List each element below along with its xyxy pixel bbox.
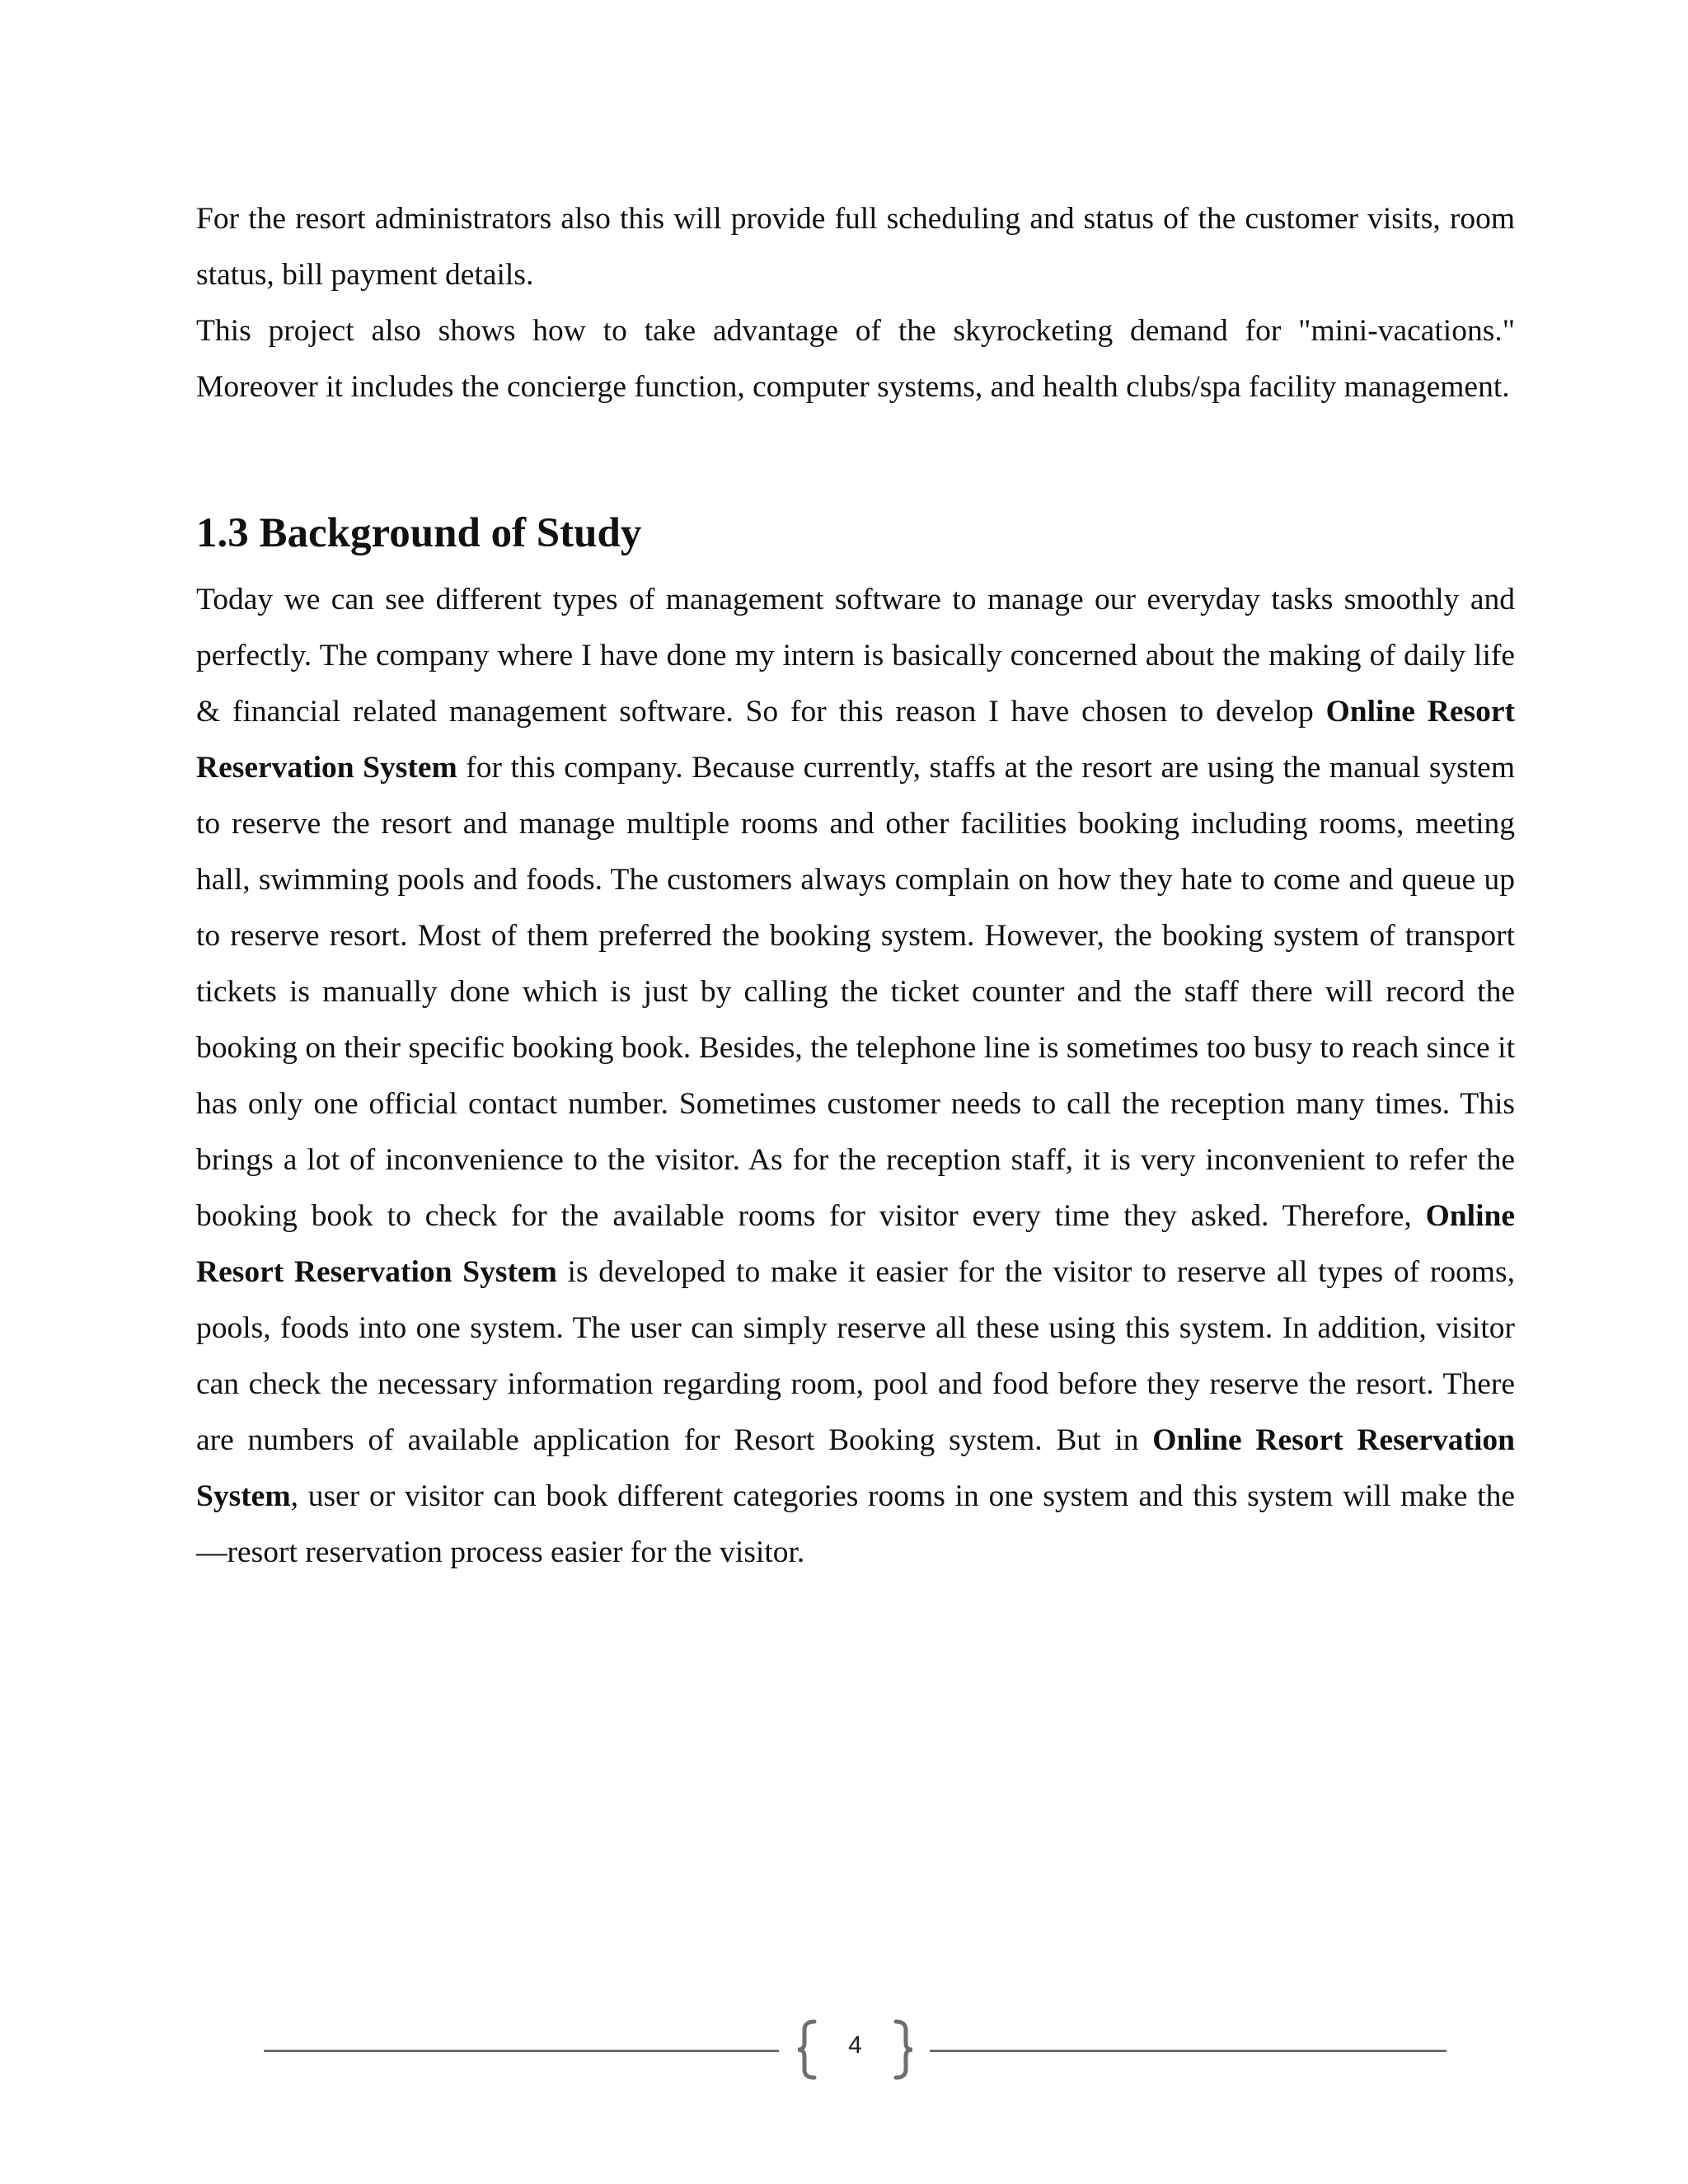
system-name-bold-2: Online Resort Reservation System [196, 1199, 1515, 1289]
page-footer [264, 2015, 1447, 2081]
left-brace-icon [791, 2018, 824, 2081]
background-text-4: , user or visitor can book different categories rooms in one system and this system will make the ―resort reservation process easier for the visitor. [196, 1479, 1515, 1569]
background-text-3: is developed to make it easier for the visitor to reserve all types of rooms, pools, foods into one system. The user can simply reserve all these using this system. In addition, visitor can check the necessary information regarding room, pool and food before they reserve the resort. There are numbers of available application for Resort Booking system. But in [196, 1255, 1515, 1457]
background-text-1: Today we can see different types of management software to manage our everyday tasks smoothly and perfectly. The company where I have done my intern is basically concerned about the making of daily life & financial related management software. So for this reason I have chosen to develop [196, 583, 1515, 729]
intro-paragraph-1: For the resort administrators also this will provide full scheduling and status of the customer visits, room status, bill payment details. [196, 202, 1515, 292]
system-name-bold-1: Online Resort Reservation System [196, 695, 1515, 785]
background-paragraph [196, 572, 1515, 1581]
background-text-2: for this company. Because currently, staffs at the resort are using the manual system to reserve the resort and manage multiple rooms and other facilities booking including rooms, meeting hall, swimming pools and foods. The customers always complain on how they hate to come and queue up to reserve resort. Most of them preferred the booking system. However, the booking system of transport tickets is manually done which is just by calling the ticket counter and the staff there will record the booking on their specific booking book. Besides, the telephone line is sometimes too busy to reach since it has only one official contact number. Sometimes customer needs to call the reception many times. This brings a lot of inconvenience to the visitor. As for the reception staff, it is very inconvenient to refer the booking book to check for the available rooms for visitor every time they asked. Therefore, [196, 751, 1515, 1233]
page-number: 4 [848, 2032, 862, 2059]
footer-rule-left [264, 2050, 779, 2052]
right-brace-icon [886, 2018, 919, 2081]
system-name-bold-3: Online Resort Reservation System [196, 1423, 1516, 1513]
document-page [196, 191, 1515, 1581]
section-heading: 1.3 Background of Study [196, 510, 642, 556]
intro-paragraph-2: This project also shows how to take advantage of the skyrocketing demand for "mini-vacations." Moreover it includes the concierge function, computer systems, and health clubs/spa facility management. [196, 314, 1515, 404]
footer-rule-right [930, 2050, 1447, 2052]
